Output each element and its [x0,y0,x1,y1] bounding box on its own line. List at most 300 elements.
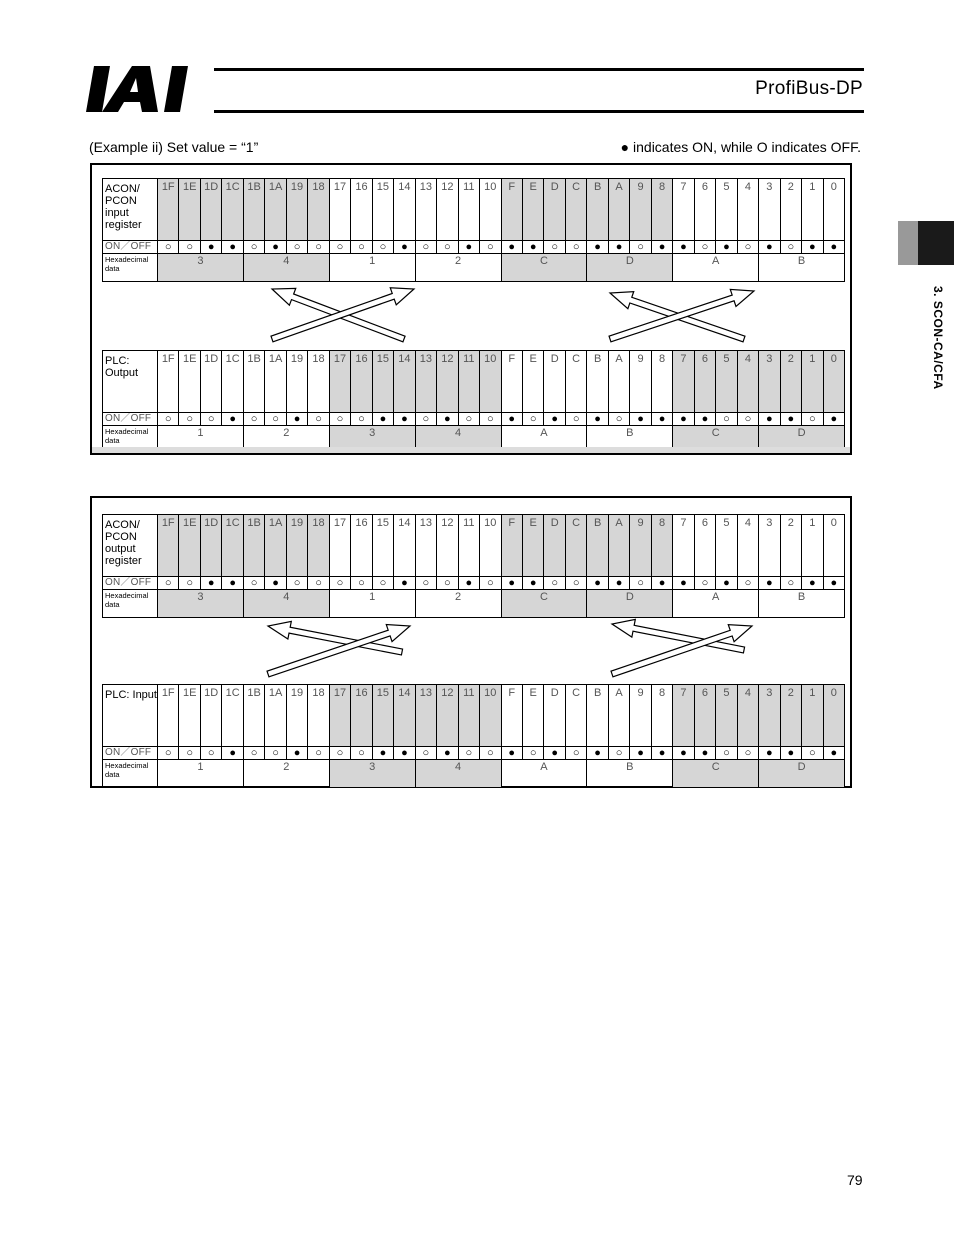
arrow [609,289,754,341]
off-indicator: ○ [415,413,436,426]
off-indicator: ○ [608,747,629,760]
on-indicator: ● [630,747,651,760]
off-indicator: ○ [308,577,329,590]
off-indicator: ○ [351,577,372,590]
arrow [612,619,745,653]
hex-label: Hexadecimal data [103,590,158,618]
bit-label: 3 [759,179,780,241]
bit-label: C [565,515,586,577]
bit-label: A [608,351,629,413]
off-indicator: ○ [737,241,758,254]
register-label: ACON/ PCON output register [103,515,158,577]
register-table [102,178,845,282]
on-indicator: ● [759,577,780,590]
off-indicator: ○ [329,577,350,590]
bit-label: A [608,515,629,577]
off-indicator: ○ [780,577,801,590]
bit-label: 17 [329,515,350,577]
off-indicator: ○ [415,577,436,590]
on-indicator: ● [716,577,737,590]
bit-label: 2 [780,179,801,241]
bit-label: 12 [437,179,458,241]
off-indicator: ○ [243,577,264,590]
off-indicator: ○ [308,241,329,254]
bit-label: 1 [802,685,823,747]
on-indicator: ● [222,577,243,590]
on-indicator: ● [522,577,543,590]
bit-label: 4 [737,515,758,577]
on-indicator: ● [372,413,393,426]
hex-digit: 4 [415,760,501,788]
on-indicator: ● [823,577,844,590]
bit-label: 0 [823,685,844,747]
on-indicator: ● [759,241,780,254]
bit-label: 5 [716,351,737,413]
hex-digit: 4 [415,426,501,454]
off-indicator: ○ [158,577,179,590]
on-indicator: ● [630,413,651,426]
page-number: 79 [847,1172,863,1188]
hex-digit: 1 [158,760,244,788]
bit-label: 14 [394,351,415,413]
hex-label: Hexadecimal data [103,760,158,788]
bit-label: 1B [243,351,264,413]
off-indicator: ○ [372,577,393,590]
on-indicator: ● [587,413,608,426]
bit-label: 18 [308,515,329,577]
off-indicator: ○ [522,747,543,760]
onoff-label: ON／OFF [103,577,158,590]
bit-label: 1A [265,685,286,747]
on-indicator: ● [394,241,415,254]
bit-label: C [565,179,586,241]
bit-label: 18 [308,179,329,241]
arrow [610,292,745,342]
bit-label: 6 [694,179,715,241]
hex-digit: 2 [415,590,501,618]
off-indicator: ○ [265,747,286,760]
hex-digit: 3 [329,760,415,788]
off-indicator: ○ [544,577,565,590]
off-indicator: ○ [329,413,350,426]
hex-label: Hexadecimal data [103,254,158,282]
bit-label: F [501,685,522,747]
on-indicator: ● [372,747,393,760]
example-label: (Example ii) Set value = “1” [89,139,259,155]
off-indicator: ○ [458,747,479,760]
hex-digit: B [587,760,673,788]
bit-label: 6 [694,685,715,747]
off-indicator: ○ [200,747,221,760]
arrow [268,621,403,655]
off-indicator: ○ [802,747,823,760]
bit-label: D [544,685,565,747]
bit-label: 1F [158,515,179,577]
off-indicator: ○ [565,577,586,590]
off-indicator: ○ [716,747,737,760]
bit-label: 7 [673,351,694,413]
on-indicator: ● [651,747,672,760]
bit-label: 3 [759,515,780,577]
bit-label: F [501,351,522,413]
bit-label: 12 [437,351,458,413]
bit-label: 19 [286,685,307,747]
hex-digit: B [759,590,845,618]
onoff-label: ON／OFF [103,413,158,426]
on-indicator: ● [458,241,479,254]
on-indicator: ● [608,241,629,254]
off-indicator: ○ [372,241,393,254]
on-indicator: ● [673,577,694,590]
bit-label: 17 [329,351,350,413]
bit-label: E [522,179,543,241]
bit-label: 1C [222,685,243,747]
side-tab-block [918,221,954,265]
hex-digit: 3 [158,590,244,618]
off-indicator: ○ [608,413,629,426]
hex-digit: 3 [329,426,415,454]
hex-digit: 4 [243,590,329,618]
on-indicator: ● [394,747,415,760]
hex-digit: A [501,760,587,788]
off-indicator: ○ [158,413,179,426]
register-table [102,350,845,454]
hex-digit: B [587,426,673,454]
bit-label: 1A [265,351,286,413]
bit-label: 11 [458,351,479,413]
bit-label: 19 [286,179,307,241]
hex-digit: 1 [158,426,244,454]
arrow [272,288,405,341]
bit-label: 1E [179,685,200,747]
bit-label: B [587,515,608,577]
off-indicator: ○ [480,413,501,426]
bit-label: 19 [286,515,307,577]
on-indicator: ● [802,577,823,590]
off-indicator: ○ [308,747,329,760]
bit-label: 1F [158,351,179,413]
iai-logo [86,62,211,116]
on-indicator: ● [222,747,243,760]
on-indicator: ● [200,241,221,254]
bit-label: 11 [458,179,479,241]
bit-label: E [522,515,543,577]
hex-digit: C [501,590,587,618]
off-indicator: ○ [351,241,372,254]
on-indicator: ● [651,577,672,590]
bit-label: 1F [158,685,179,747]
on-indicator: ● [587,241,608,254]
off-indicator: ○ [737,413,758,426]
on-indicator: ● [544,747,565,760]
on-indicator: ● [501,413,522,426]
bit-label: 15 [372,179,393,241]
bit-label: 14 [394,685,415,747]
on-indicator: ● [587,577,608,590]
bit-label: 17 [329,179,350,241]
on-indicator: ● [544,413,565,426]
bit-label: 4 [737,179,758,241]
bit-label: 0 [823,351,844,413]
bit-label: 9 [630,685,651,747]
off-indicator: ○ [179,747,200,760]
bit-label: 0 [823,515,844,577]
on-indicator: ● [823,747,844,760]
bit-label: 1E [179,179,200,241]
off-indicator: ○ [565,241,586,254]
bit-label: 15 [372,515,393,577]
off-indicator: ○ [480,241,501,254]
off-indicator: ○ [522,413,543,426]
on-indicator: ● [286,413,307,426]
bit-label: D [544,515,565,577]
hex-digit: 2 [243,760,329,788]
off-indicator: ○ [351,413,372,426]
bit-label: 10 [480,515,501,577]
bit-label: D [544,351,565,413]
off-indicator: ○ [308,413,329,426]
bit-label: E [522,351,543,413]
bit-label: 16 [351,515,372,577]
off-indicator: ○ [179,413,200,426]
side-tab-label: 3. SCON-CA/CFA [931,286,945,390]
bit-label: 8 [651,179,672,241]
bit-label: 1 [802,179,823,241]
bit-label: 8 [651,515,672,577]
bit-label: 3 [759,351,780,413]
hex-digit: C [673,760,759,788]
on-indicator: ● [716,241,737,254]
on-indicator: ● [651,241,672,254]
bit-label: D [544,179,565,241]
bit-label: 17 [329,685,350,747]
bit-label: 2 [780,515,801,577]
bit-label: 1E [179,515,200,577]
bit-label: 5 [716,685,737,747]
on-indicator: ● [673,241,694,254]
on-indicator: ● [823,413,844,426]
on-indicator: ● [265,241,286,254]
bit-label: C [565,351,586,413]
hex-digit: 2 [415,254,501,282]
off-indicator: ○ [694,241,715,254]
bit-label: 1C [222,351,243,413]
on-indicator: ● [694,747,715,760]
on-indicator: ● [673,747,694,760]
hex-digit: B [759,254,845,282]
off-indicator: ○ [286,577,307,590]
hex-digit: 4 [243,254,329,282]
bit-label: 1A [265,179,286,241]
bit-label: 6 [694,515,715,577]
on-indicator: ● [286,747,307,760]
bit-label: 7 [673,685,694,747]
hex-digit: A [673,254,759,282]
bit-label: 19 [286,351,307,413]
off-indicator: ○ [780,241,801,254]
bit-label: 6 [694,351,715,413]
bit-label: 1C [222,515,243,577]
bit-label: 1D [200,351,221,413]
on-indicator: ● [608,577,629,590]
bit-label: 1B [243,515,264,577]
bit-label: 1 [802,515,823,577]
on-indicator: ● [265,577,286,590]
on-indicator: ● [759,413,780,426]
bit-label: 1C [222,179,243,241]
on-indicator: ● [437,747,458,760]
register-label: PLC: Output [103,351,158,413]
bit-label: 0 [823,179,844,241]
bit-label: 5 [716,515,737,577]
on-indicator: ● [222,241,243,254]
off-indicator: ○ [480,747,501,760]
bit-label: A [608,685,629,747]
off-indicator: ○ [437,577,458,590]
register-table [102,684,845,788]
hex-digit: 3 [158,254,244,282]
register-table [102,514,845,618]
bit-label: 1A [265,515,286,577]
hex-digit: D [759,426,845,454]
bit-label: 2 [780,351,801,413]
bit-label: 11 [458,685,479,747]
on-indicator: ● [501,241,522,254]
hex-label: Hexadecimal data [103,426,158,454]
bit-label: 1 [802,351,823,413]
off-indicator: ○ [158,241,179,254]
header-rule-top [214,68,864,71]
on-indicator: ● [780,413,801,426]
off-indicator: ○ [716,413,737,426]
register-label: PLC: Input [103,685,158,747]
off-indicator: ○ [694,577,715,590]
on-indicator: ● [802,241,823,254]
hex-digit: D [587,590,673,618]
bit-label: 9 [630,351,651,413]
bit-label: 1E [179,351,200,413]
off-indicator: ○ [200,413,221,426]
bit-label: 13 [415,351,436,413]
bit-label: 16 [351,685,372,747]
off-indicator: ○ [243,413,264,426]
bit-label: B [587,685,608,747]
bit-label: F [501,515,522,577]
on-indicator: ● [501,747,522,760]
off-indicator: ○ [179,577,200,590]
off-indicator: ○ [737,747,758,760]
bit-label: 4 [737,351,758,413]
hex-digit: D [759,760,845,788]
off-indicator: ○ [737,577,758,590]
bit-label: 8 [651,351,672,413]
bit-label: 9 [630,515,651,577]
on-indicator: ● [587,747,608,760]
bit-label: B [587,351,608,413]
bit-label: 13 [415,515,436,577]
hex-digit: 1 [329,254,415,282]
bit-label: 16 [351,179,372,241]
register-label: ACON/ PCON input register [103,179,158,241]
bit-label: 14 [394,515,415,577]
on-indicator: ● [694,413,715,426]
bit-label: 15 [372,685,393,747]
off-indicator: ○ [565,747,586,760]
bit-label: 12 [437,685,458,747]
off-indicator: ○ [265,413,286,426]
bit-label: 9 [630,179,651,241]
off-indicator: ○ [415,241,436,254]
bit-label: E [522,685,543,747]
on-indicator: ● [651,413,672,426]
legend-text: ● indicates ON, while O indicates OFF. [620,139,861,155]
off-indicator: ○ [415,747,436,760]
header-rule-bottom [214,110,864,113]
bit-label: B [587,179,608,241]
arrow [271,288,414,342]
on-indicator: ● [200,577,221,590]
off-indicator: ○ [286,241,307,254]
off-indicator: ○ [458,413,479,426]
off-indicator: ○ [630,241,651,254]
bit-label: A [608,179,629,241]
off-indicator: ○ [437,241,458,254]
bit-label: 7 [673,515,694,577]
on-indicator: ● [501,577,522,590]
on-indicator: ● [823,241,844,254]
on-indicator: ● [394,413,415,426]
bit-label: 1D [200,685,221,747]
bit-label: 11 [458,515,479,577]
off-indicator: ○ [565,413,586,426]
bit-label: 2 [780,685,801,747]
bit-label: 1F [158,179,179,241]
off-indicator: ○ [802,413,823,426]
bit-label: 1D [200,179,221,241]
off-indicator: ○ [329,747,350,760]
bit-label: 13 [415,179,436,241]
bit-label: 14 [394,179,415,241]
side-tab-accent [898,221,918,265]
bit-label: 1B [243,685,264,747]
hex-digit: D [587,254,673,282]
hex-digit: A [501,426,587,454]
hex-digit: A [673,590,759,618]
bit-label: F [501,179,522,241]
on-indicator: ● [780,747,801,760]
bit-label: 10 [480,179,501,241]
on-indicator: ● [222,413,243,426]
hex-digit: C [501,254,587,282]
bit-label: C [565,685,586,747]
on-indicator: ● [673,413,694,426]
on-indicator: ● [394,577,415,590]
on-indicator: ● [522,241,543,254]
on-indicator: ● [759,747,780,760]
diagram-panel-1 [90,163,852,455]
bit-label: 8 [651,685,672,747]
off-indicator: ○ [630,577,651,590]
off-indicator: ○ [243,241,264,254]
bit-label: 18 [308,351,329,413]
bit-label: 7 [673,179,694,241]
off-indicator: ○ [480,577,501,590]
on-indicator: ● [437,413,458,426]
arrow [611,625,752,677]
header-title: ProfiBus-DP [755,78,863,99]
bit-label: 10 [480,351,501,413]
bit-label: 3 [759,685,780,747]
